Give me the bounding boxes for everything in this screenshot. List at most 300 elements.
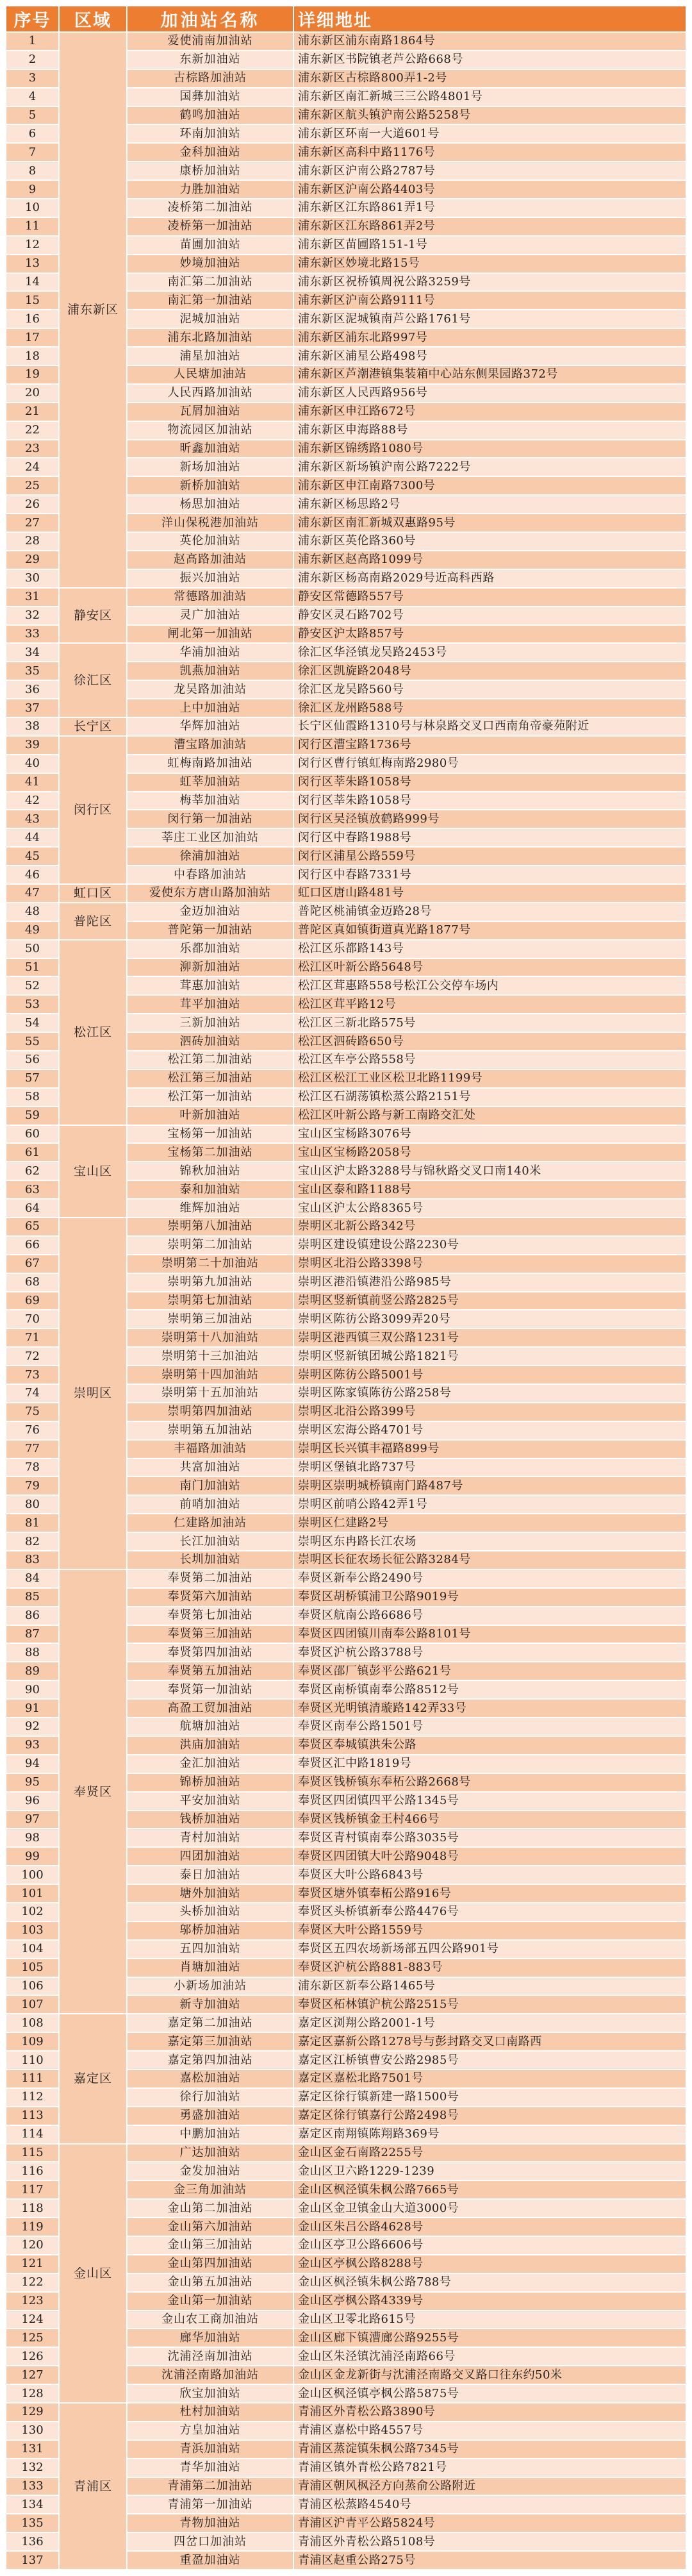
- cell-station-name: 崇明第十四加油站: [128, 1366, 293, 1384]
- cell-seq: 129: [6, 2404, 58, 2421]
- cell-address: 浦东新区新场镇沪南公路7222号: [294, 458, 686, 476]
- cell-seq: 53: [6, 996, 58, 1013]
- cell-station-name: 妙境加油站: [128, 255, 293, 272]
- cell-station-name: 金山第二加油站: [128, 2200, 293, 2217]
- cell-seq: 27: [6, 514, 58, 531]
- cell-seq: 95: [6, 1774, 58, 1791]
- cell-seq: 93: [6, 1737, 58, 1754]
- cell-address: 奉贤区柘林镇沪杭公路2515号: [294, 1996, 686, 2013]
- cell-address: 崇明区北新公路342号: [294, 1218, 686, 1235]
- cell-station-name: 嘉定第四加油站: [128, 2052, 293, 2069]
- cell-address: 浦东新区祝桥镇周祝公路3259号: [294, 274, 686, 291]
- cell-seq: 128: [6, 2385, 58, 2402]
- cell-seq: 98: [6, 1829, 58, 1846]
- cell-address: 崇明区仁建路2号: [294, 1514, 686, 1532]
- cell-seq: 24: [6, 458, 58, 476]
- cell-address: 奉贤区新奉公路2490号: [294, 1570, 686, 1587]
- table-row: [6, 1570, 686, 1587]
- cell-station-name: 漕宝路加油站: [128, 737, 293, 754]
- cell-seq: 39: [6, 737, 58, 754]
- cell-station-name: 泰和加油站: [128, 1181, 293, 1198]
- cell-station-name: 凌桥第一加油站: [128, 218, 293, 235]
- cell-address: 奉贤区南桥镇南奉公路8512号: [294, 1681, 686, 1698]
- cell-station-name: 闸北第一加油站: [128, 626, 293, 643]
- cell-station-name: 奉贤第四加油站: [128, 1644, 293, 1661]
- cell-address: 浦东新区书院镇老芦公路668号: [294, 51, 686, 69]
- cell-address: 青浦区外青松公路3890号: [294, 2404, 686, 2421]
- cell-station-name: 嘉松加油站: [128, 2070, 293, 2087]
- cell-address: 浦东新区江东路861弄2号: [294, 218, 686, 235]
- cell-address: 奉贤区四团镇川南奉公路8101号: [294, 1626, 686, 1643]
- cell-seq: 1: [6, 33, 58, 50]
- table-body: [6, 33, 686, 2569]
- cell-station-name: 叶新加油站: [128, 1107, 293, 1125]
- cell-station-name: 灵广加油站: [128, 607, 293, 624]
- cell-station-name: 方皇加油站: [128, 2422, 293, 2439]
- cell-seq: 54: [6, 1014, 58, 1032]
- cell-station-name: 古棕路加油站: [128, 70, 293, 87]
- cell-address: 金山区枫泾镇朱枫公路7665号: [294, 2181, 686, 2198]
- cell-address: 宝山区沪太公路8365号: [294, 1200, 686, 1217]
- cell-station-name: 杜村加油站: [128, 2404, 293, 2421]
- cell-address: 浦东新区杨思路2号: [294, 496, 686, 513]
- cell-address: 崇明区堡镇北路737号: [294, 1459, 686, 1476]
- cell-address: 松江区乐都路143号: [294, 941, 686, 958]
- cell-seq: 80: [6, 1496, 58, 1513]
- cell-address: 奉贤区沪杭公路881-883号: [294, 1959, 686, 1977]
- cell-address: 松江区三新北路575号: [294, 1014, 686, 1032]
- cell-seq: 13: [6, 255, 58, 272]
- cell-address: 浦东新区申海路88号: [294, 422, 686, 439]
- cell-station-name: 钱桥加油站: [128, 1811, 293, 1828]
- cell-address: 青浦区外青松公路5108号: [294, 2533, 686, 2550]
- cell-address: 崇明区陈彷公路3099弄20号: [294, 1310, 686, 1328]
- cell-station-name: 奉贤第二加油站: [128, 1570, 293, 1587]
- cell-seq: 91: [6, 1700, 58, 1717]
- cell-station-name: 人民塘加油站: [128, 366, 293, 383]
- cell-seq: 74: [6, 1385, 58, 1402]
- cell-seq: 135: [6, 2514, 58, 2532]
- cell-station-name: 勇盛加油站: [128, 2107, 293, 2125]
- cell-seq: 88: [6, 1644, 58, 1661]
- cell-station-name: 洋山保税港加油站: [128, 514, 293, 531]
- cell-address: 浦东新区妙境北路15号: [294, 255, 686, 272]
- cell-station-name: 徐浦加油站: [128, 848, 293, 865]
- cell-station-name: 中鹏加油站: [128, 2126, 293, 2143]
- header-station-name: 加油站名称: [128, 6, 293, 31]
- cell-seq: 118: [6, 2200, 58, 2217]
- cell-seq: 109: [6, 2033, 58, 2050]
- cell-seq: 132: [6, 2459, 58, 2477]
- cell-station-name: 金迈加油站: [128, 903, 293, 921]
- cell-station-name: 浦星加油站: [128, 347, 293, 365]
- cell-seq: 102: [6, 1903, 58, 1921]
- cell-station-name: 泰日加油站: [128, 1866, 293, 1884]
- cell-address: 奉贤区汇中路1819号: [294, 1755, 686, 1773]
- cell-seq: 79: [6, 1477, 58, 1494]
- cell-address: 静安区沪太路857号: [294, 626, 686, 643]
- cell-address: 虹口区唐山路481号: [294, 885, 686, 902]
- cell-seq: 112: [6, 2089, 58, 2106]
- cell-station-name: 人民西路加油站: [128, 385, 293, 402]
- cell-address: 长宁区仙霞路1310号与林泉路交叉口西南角帝豪苑附近: [294, 718, 686, 735]
- cell-seq: 60: [6, 1126, 58, 1143]
- cell-address: 浦东新区杨高南路2029号近高科西路: [294, 570, 686, 587]
- cell-seq: 69: [6, 1292, 58, 1310]
- cell-address: 浦东新区英伦路360号: [294, 533, 686, 550]
- cell-station-name: 南门加油站: [128, 1477, 293, 1494]
- cell-region: 长宁区: [60, 718, 126, 735]
- cell-seq: 78: [6, 1459, 58, 1476]
- cell-seq: 52: [6, 977, 58, 994]
- cell-seq: 47: [6, 885, 58, 902]
- cell-seq: 83: [6, 1551, 58, 1569]
- cell-station-name: 宝杨第一加油站: [128, 1126, 293, 1143]
- cell-seq: 17: [6, 329, 58, 346]
- cell-seq: 6: [6, 125, 58, 142]
- cell-station-name: 四团加油站: [128, 1848, 293, 1865]
- header-seq: 序号: [6, 6, 58, 31]
- cell-address: 崇明区宏海公路4701号: [294, 1422, 686, 1439]
- cell-seq: 65: [6, 1218, 58, 1235]
- cell-station-name: 维辉加油站: [128, 1200, 293, 1217]
- cell-seq: 55: [6, 1033, 58, 1050]
- cell-station-name: 泥城加油站: [128, 310, 293, 328]
- cell-seq: 73: [6, 1366, 58, 1384]
- cell-seq: 58: [6, 1089, 58, 1106]
- table-row: [6, 2404, 686, 2421]
- cell-address: 奉贤区五四农场新场部五四公路901号: [294, 1941, 686, 1958]
- cell-address: 嘉定区江桥镇曹安公路2985号: [294, 2052, 686, 2069]
- cell-address: 闵行区曹行镇虹梅南路2980号: [294, 755, 686, 773]
- cell-station-name: 沈浦泾南路加油站: [128, 2366, 293, 2384]
- cell-station-name: 乐都加油站: [128, 941, 293, 958]
- cell-seq: 111: [6, 2070, 58, 2087]
- cell-address: 奉贤区邵厂镇彭平公路621号: [294, 1662, 686, 1680]
- cell-station-name: 奉贤第三加油站: [128, 1626, 293, 1643]
- cell-seq: 75: [6, 1403, 58, 1421]
- cell-address: 奉贤区青村镇南奉公路3035号: [294, 1829, 686, 1846]
- cell-station-name: 普陀第一加油站: [128, 922, 293, 939]
- cell-region: 松江区: [60, 941, 126, 1125]
- cell-station-name: 三新加油站: [128, 1014, 293, 1032]
- cell-station-name: 虹莘加油站: [128, 774, 293, 791]
- cell-station-name: 崇明第三加油站: [128, 1310, 293, 1328]
- cell-seq: 133: [6, 2478, 58, 2495]
- cell-seq: 26: [6, 496, 58, 513]
- cell-station-name: 金山第一加油站: [128, 2293, 293, 2310]
- cell-seq: 71: [6, 1329, 58, 1346]
- cell-station-name: 龙吴路加油站: [128, 681, 293, 698]
- cell-address: 奉贤区大叶公路1559号: [294, 1922, 686, 1939]
- cell-station-name: 共富加油站: [128, 1459, 293, 1476]
- cell-address: 奉贤区钱桥镇金王村466号: [294, 1811, 686, 1828]
- cell-seq: 120: [6, 2237, 58, 2254]
- cell-station-name: 长江加油站: [128, 1533, 293, 1550]
- cell-region: 虹口区: [60, 885, 126, 902]
- header-region: 区域: [60, 6, 126, 31]
- cell-station-name: 泗砖加油站: [128, 1033, 293, 1050]
- cell-address: 浦东新区高科中路1176号: [294, 144, 686, 161]
- cell-station-name: 重盈加油站: [128, 2552, 293, 2569]
- cell-seq: 76: [6, 1422, 58, 1439]
- cell-station-name: 金三角加油站: [128, 2181, 293, 2198]
- cell-address: 松江区车亭公路558号: [294, 1051, 686, 1069]
- cell-address: 奉贤区四团镇大叶公路9048号: [294, 1848, 686, 1865]
- cell-station-name: 南汇第一加油站: [128, 292, 293, 309]
- table-row: [6, 1218, 686, 1235]
- cell-station-name: 环南加油站: [128, 125, 293, 142]
- cell-seq: 51: [6, 959, 58, 976]
- cell-address: 崇明区崇明城桥镇南门路487号: [294, 1477, 686, 1494]
- cell-address: 金山区卫零北路615号: [294, 2311, 686, 2329]
- cell-region: 徐汇区: [60, 644, 126, 717]
- cell-address: 奉贤区大叶公路6843号: [294, 1866, 686, 1884]
- cell-address: 嘉定区嘉松北路7501号: [294, 2070, 686, 2087]
- cell-seq: 106: [6, 1978, 58, 1995]
- cell-seq: 116: [6, 2162, 58, 2180]
- cell-station-name: 崇明第九加油站: [128, 1274, 293, 1291]
- cell-address: 金山区金石南路2255号: [294, 2145, 686, 2162]
- cell-station-name: 青浜加油站: [128, 2441, 293, 2458]
- cell-seq: 34: [6, 644, 58, 661]
- cell-address: 松江区叶新公路5648号: [294, 959, 686, 976]
- cell-seq: 33: [6, 626, 58, 643]
- cell-station-name: 金山第六加油站: [128, 2218, 293, 2236]
- cell-station-name: 东新加油站: [128, 51, 293, 69]
- cell-seq: 105: [6, 1959, 58, 1977]
- cell-seq: 67: [6, 1255, 58, 1273]
- cell-seq: 21: [6, 403, 58, 421]
- cell-address: 浦东新区申江路672号: [294, 403, 686, 421]
- cell-seq: 41: [6, 774, 58, 791]
- cell-station-name: 瓦屑加油站: [128, 403, 293, 421]
- cell-address: 崇明区竖新镇前竖公路2825号: [294, 1292, 686, 1310]
- cell-seq: 127: [6, 2366, 58, 2384]
- cell-station-name: 莘庄工业区加油站: [128, 829, 293, 846]
- table-row: [6, 33, 686, 50]
- cell-seq: 130: [6, 2422, 58, 2439]
- cell-address: 奉贤区头桥镇新奉公路4476号: [294, 1903, 686, 1921]
- cell-station-name: 昕鑫加油站: [128, 440, 293, 458]
- cell-address: 崇明区长征农场长征公路3284号: [294, 1551, 686, 1569]
- cell-address: 金山区枫泾镇朱枫公路788号: [294, 2274, 686, 2291]
- cell-address: 崇明区竖新镇团城公路1821号: [294, 1348, 686, 1365]
- table-row: [6, 644, 686, 661]
- cell-address: 青浦区松蒸路4540号: [294, 2496, 686, 2513]
- cell-address: 金山区金龙新街与沈浦泾南路交叉路口往东约50米: [294, 2366, 686, 2384]
- cell-address: 浦东新区锦绣路1080号: [294, 440, 686, 458]
- cell-address: 宝山区泰和路1188号: [294, 1181, 686, 1198]
- cell-station-name: 常德路加油站: [128, 589, 293, 606]
- cell-station-name: 四岔口加油站: [128, 2533, 293, 2550]
- cell-station-name: 金汇加油站: [128, 1755, 293, 1773]
- cell-seq: 45: [6, 848, 58, 865]
- cell-address: 闵行区中春路7331号: [294, 866, 686, 883]
- cell-station-name: 茸惠加油站: [128, 977, 293, 994]
- cell-region: 宝山区: [60, 1126, 126, 1217]
- cell-station-name: 航塘加油站: [128, 1718, 293, 1735]
- cell-seq: 18: [6, 347, 58, 365]
- cell-station-name: 崇明第八加油站: [128, 1218, 293, 1235]
- cell-address: 普陀区真如镇街道真光路1877号: [294, 922, 686, 939]
- cell-station-name: 崇明第二十加油站: [128, 1255, 293, 1273]
- cell-seq: 110: [6, 2052, 58, 2069]
- cell-seq: 10: [6, 199, 58, 217]
- cell-seq: 117: [6, 2181, 58, 2198]
- cell-address: 松江区叶新公路与新工南路交汇处: [294, 1107, 686, 1125]
- cell-seq: 99: [6, 1848, 58, 1865]
- cell-seq: 124: [6, 2311, 58, 2329]
- cell-station-name: 中春路加油站: [128, 866, 293, 883]
- cell-address: 浦东新区人民西路956号: [294, 385, 686, 402]
- cell-seq: 101: [6, 1885, 58, 1902]
- cell-seq: 12: [6, 237, 58, 254]
- cell-address: 浦东新区泥城镇南芦公路1761号: [294, 310, 686, 328]
- cell-address: 闵行区莘朱路1058号: [294, 774, 686, 791]
- cell-seq: 89: [6, 1662, 58, 1680]
- cell-station-name: 新寺加油站: [128, 1996, 293, 2013]
- cell-address: 金山区亭卫公路6606号: [294, 2237, 686, 2254]
- cell-address: 普陀区桃浦镇金迈路28号: [294, 903, 686, 921]
- cell-station-name: 奉贤第五加油站: [128, 1662, 293, 1680]
- cell-address: 青浦区蒸淀镇朱枫公路7345号: [294, 2441, 686, 2458]
- cell-station-name: 崇明第四加油站: [128, 1403, 293, 1421]
- cell-seq: 131: [6, 2441, 58, 2458]
- cell-station-name: 金山第五加油站: [128, 2274, 293, 2291]
- cell-station-name: 青浦第二加油站: [128, 2478, 293, 2495]
- cell-station-name: 欣宝加油站: [128, 2385, 293, 2402]
- cell-seq: 44: [6, 829, 58, 846]
- cell-address: 松江区松江工业区松卫北路1199号: [294, 1070, 686, 1087]
- cell-seq: 104: [6, 1941, 58, 1958]
- table-row: [6, 737, 686, 754]
- cell-station-name: 金发加油站: [128, 2162, 293, 2180]
- cell-station-name: 爱使东方唐山路加油站: [128, 885, 293, 902]
- cell-seq: 90: [6, 1681, 58, 1698]
- cell-address: 浦东新区南汇新城双惠路95号: [294, 514, 686, 531]
- gas-station-table: [5, 5, 687, 2570]
- cell-seq: 103: [6, 1922, 58, 1939]
- cell-region: 青浦区: [60, 2404, 126, 2569]
- cell-address: 金山区亭枫公路4339号: [294, 2293, 686, 2310]
- cell-seq: 123: [6, 2293, 58, 2310]
- cell-address: 浦东新区南汇新城三三公路4801号: [294, 88, 686, 106]
- cell-address: 静安区灵石路702号: [294, 607, 686, 624]
- cell-address: 浦东新区浦星公路498号: [294, 347, 686, 365]
- cell-station-name: 凯燕加油站: [128, 662, 293, 680]
- cell-station-name: 丰福路加油站: [128, 1441, 293, 1458]
- cell-seq: 92: [6, 1718, 58, 1735]
- cell-seq: 5: [6, 107, 58, 124]
- cell-seq: 62: [6, 1162, 58, 1180]
- cell-station-name: 金山第三加油站: [128, 2237, 293, 2254]
- cell-address: 浦东新区苗圃路151-1号: [294, 237, 686, 254]
- cell-station-name: 上中加油站: [128, 699, 293, 717]
- cell-address: 奉贤区钱桥镇东奉柘公路2668号: [294, 1774, 686, 1791]
- cell-address: 浦东新区新奉公路1465号: [294, 1978, 686, 1995]
- cell-address: 闵行区中春路1988号: [294, 829, 686, 846]
- cell-station-name: 小新场加油站: [128, 1978, 293, 1995]
- cell-address: 金山区卫六路1229-1239: [294, 2162, 686, 2180]
- cell-seq: 137: [6, 2552, 58, 2569]
- cell-seq: 9: [6, 181, 58, 198]
- cell-station-name: 洪庙加油站: [128, 1737, 293, 1754]
- cell-station-name: 爱使浦南加油站: [128, 33, 293, 50]
- cell-station-name: 塘外加油站: [128, 1885, 293, 1902]
- cell-seq: 125: [6, 2329, 58, 2346]
- cell-address: 崇明区建设镇建设公路2230号: [294, 1237, 686, 1254]
- cell-seq: 134: [6, 2496, 58, 2513]
- cell-station-name: 五四加油站: [128, 1941, 293, 1958]
- cell-station-name: 新场加油站: [128, 458, 293, 476]
- cell-seq: 8: [6, 162, 58, 180]
- cell-station-name: 肖塘加油站: [128, 1959, 293, 1977]
- cell-station-name: 平安加油站: [128, 1793, 293, 1810]
- cell-seq: 2: [6, 51, 58, 69]
- cell-seq: 22: [6, 422, 58, 439]
- cell-station-name: 力胜加油站: [128, 181, 293, 198]
- cell-station-name: 浦东北路加油站: [128, 329, 293, 346]
- cell-station-name: 崇明第十八加油站: [128, 1329, 293, 1346]
- cell-address: 青浦区赵重公路275号: [294, 2552, 686, 2569]
- cell-address: 奉贤区四团镇四平公路1345号: [294, 1793, 686, 1810]
- cell-seq: 37: [6, 699, 58, 717]
- cell-address: 青浦区镇外青松公路7821号: [294, 2459, 686, 2477]
- cell-station-name: 青华加油站: [128, 2459, 293, 2477]
- cell-station-name: 头桥加油站: [128, 1903, 293, 1921]
- cell-seq: 108: [6, 2014, 58, 2032]
- cell-address: 浦东新区浦东南路1864号: [294, 33, 686, 50]
- cell-seq: 136: [6, 2533, 58, 2550]
- cell-station-name: 闵行第一加油站: [128, 810, 293, 828]
- cell-station-name: 虹梅南路加油站: [128, 755, 293, 773]
- cell-station-name: 青物加油站: [128, 2514, 293, 2532]
- cell-address: 闵行区浦星公路559号: [294, 848, 686, 865]
- cell-station-name: 物流园区加油站: [128, 422, 293, 439]
- cell-address: 青浦区朝风枫泾方向蒸俞公路附近: [294, 2478, 686, 2495]
- cell-seq: 46: [6, 866, 58, 883]
- cell-address: 崇明区陈家镇陈彷公路258号: [294, 1385, 686, 1402]
- cell-station-name: 英伦加油站: [128, 533, 293, 550]
- cell-station-name: 锦桥加油站: [128, 1774, 293, 1791]
- cell-address: 徐汇区华泾镇龙吴路2453号: [294, 644, 686, 661]
- cell-station-name: 嘉定第二加油站: [128, 2014, 293, 2032]
- cell-station-name: 梅莘加油站: [128, 792, 293, 810]
- cell-station-name: 奉贤第六加油站: [128, 1589, 293, 1606]
- cell-seq: 23: [6, 440, 58, 458]
- cell-seq: 28: [6, 533, 58, 550]
- cell-seq: 43: [6, 810, 58, 828]
- cell-address: 崇明区北沿公路3398号: [294, 1255, 686, 1273]
- cell-seq: 40: [6, 755, 58, 773]
- cell-seq: 29: [6, 551, 58, 569]
- cell-station-name: 崇明第五加油站: [128, 1422, 293, 1439]
- cell-station-name: 崇明第十五加油站: [128, 1385, 293, 1402]
- cell-seq: 77: [6, 1441, 58, 1458]
- cell-station-name: 高盈工贸加油站: [128, 1700, 293, 1717]
- table-row: [6, 941, 686, 958]
- cell-station-name: 新桥加油站: [128, 477, 293, 494]
- cell-region: 闵行区: [60, 737, 126, 883]
- cell-address: 徐汇区龙州路588号: [294, 699, 686, 717]
- cell-seq: 72: [6, 1348, 58, 1365]
- cell-seq: 100: [6, 1866, 58, 1884]
- cell-seq: 57: [6, 1070, 58, 1087]
- cell-seq: 63: [6, 1181, 58, 1198]
- cell-seq: 11: [6, 218, 58, 235]
- cell-address: 奉贤区奉城镇洪朱公路: [294, 1737, 686, 1754]
